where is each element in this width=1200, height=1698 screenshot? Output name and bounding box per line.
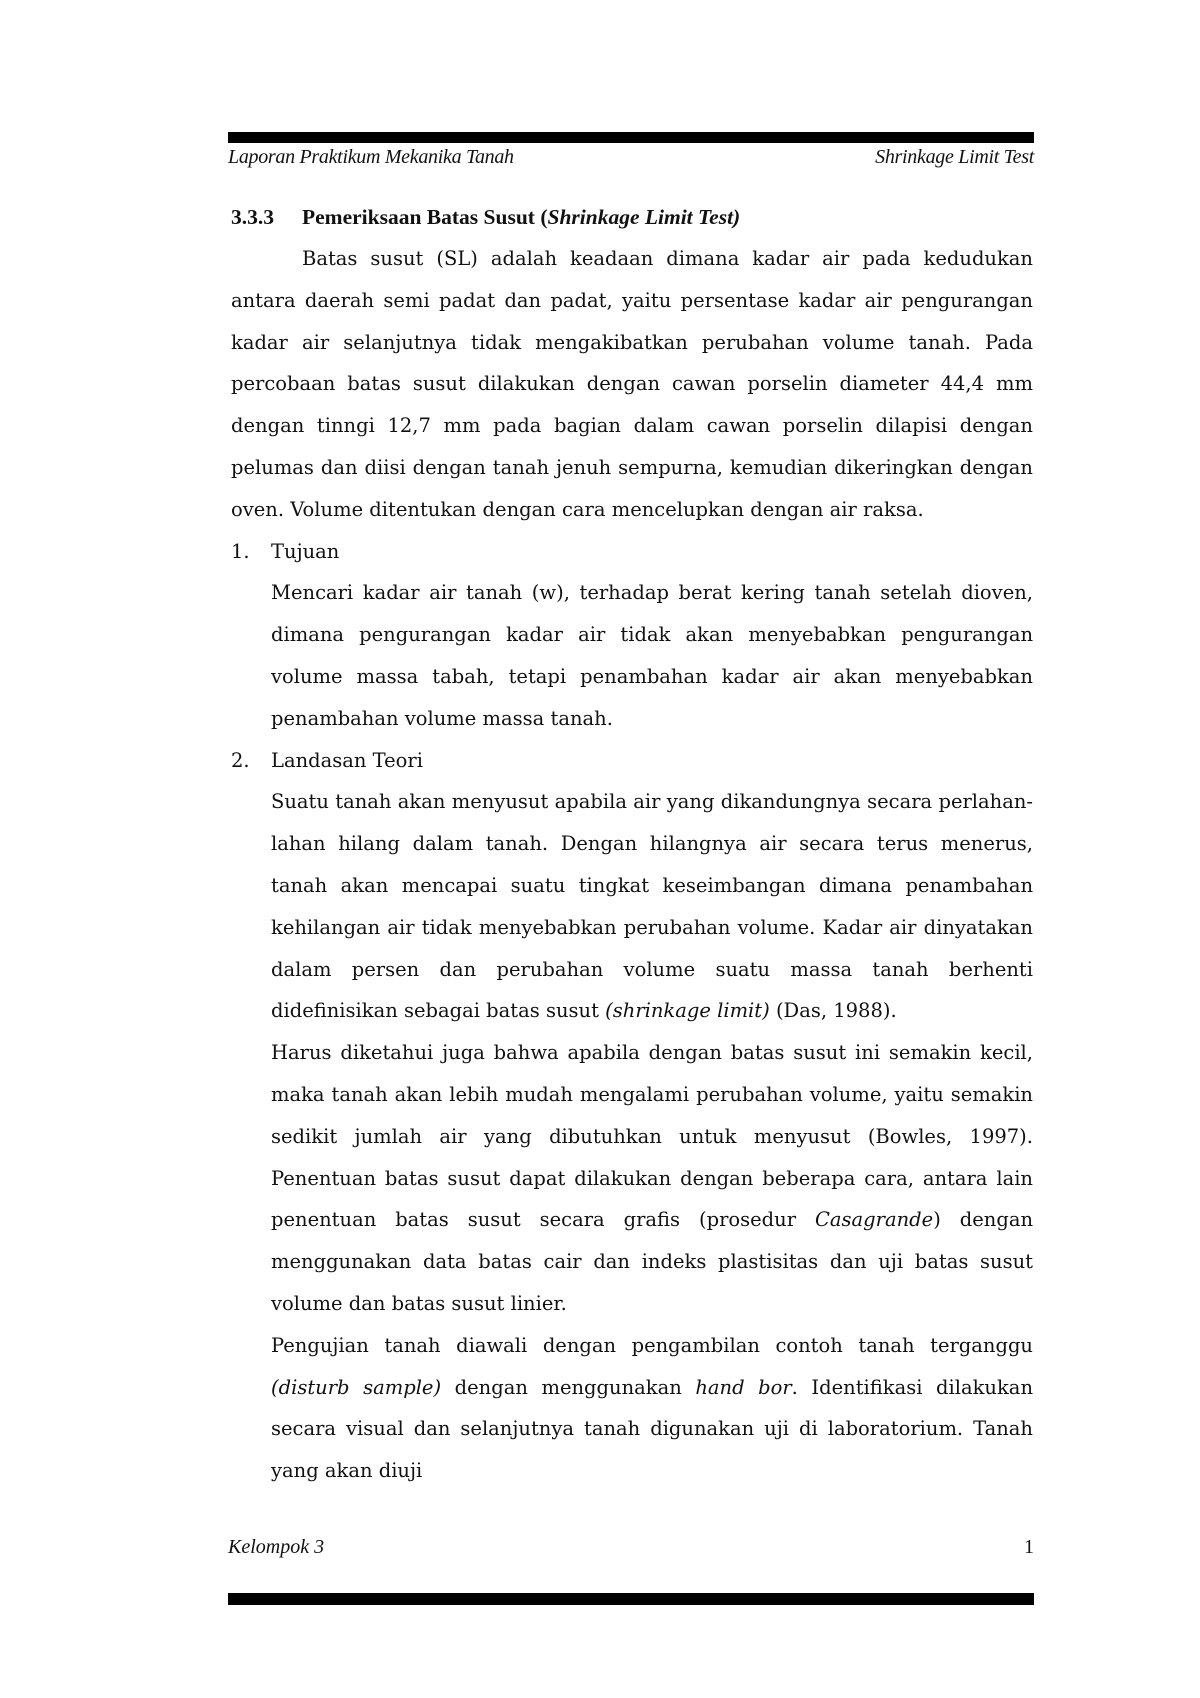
list-marker: 2.	[231, 748, 250, 772]
text-run: Pengujian tanah diawali dengan pengambilan contoh tanah terganggu	[271, 1333, 1033, 1357]
section-title-plain: Pemeriksaan Batas Susut (	[302, 205, 548, 229]
list-item-landasan-teori	[231, 740, 1033, 782]
tujuan-body	[271, 572, 1033, 739]
theory-paragraph-3	[271, 1325, 1033, 1492]
landasan-teori-body	[271, 781, 1033, 1492]
header-right-title: Shrinkage Limit Test	[875, 146, 1034, 168]
theory-paragraph-2	[271, 1032, 1033, 1325]
text-run: dengan menggunakan	[441, 1375, 696, 1399]
theory-paragraph-1	[271, 781, 1033, 1032]
italic-term: Casagrande	[815, 1208, 934, 1232]
italic-term: hand bor	[695, 1375, 792, 1399]
page-number: 1	[1024, 1536, 1034, 1558]
list-marker: 1.	[231, 539, 250, 563]
text-run: Harus diketahui juga bahwa apabila dengan batas susut ini semakin kecil, maka tanah akan lebih mudah mengalami perubahan volume, yaitu semakin sedikit jumlah air yang dibutuhkan untuk menyusut (Bowles, 1997). Penentuan batas susut dapat dilakukan dengan beberapa cara, antara lain penentuan batas susut secara grafis (prosedur	[271, 1041, 1033, 1232]
header-left-title: Laporan Praktikum Mekanika Tanah	[228, 146, 514, 168]
text-run: (Das, 1988).	[769, 999, 897, 1023]
text-run: . Identifikasi dilakukan secara visual dan selanjutnya tanah digunakan uji di laboratorium. Tanah yang akan diuji	[271, 1375, 1033, 1483]
section-number: 3.3.3	[231, 205, 274, 229]
list-item-tujuan	[231, 531, 1033, 573]
header-rule	[228, 132, 1034, 143]
page-footer	[228, 1536, 1034, 1564]
section-heading	[231, 196, 1033, 238]
footer-group: Kelompok 3	[228, 1536, 325, 1558]
italic-term: (disturb sample)	[271, 1375, 442, 1399]
page-content	[231, 196, 1033, 1492]
footer-rule	[228, 1593, 1034, 1605]
running-header	[228, 146, 1034, 172]
intro-paragraph: Batas susut (SL) adalah keadaan dimana kadar air pada kedudukan antara daerah semi padat dan padat, yaitu persentase kadar air pengurangan kadar air selanjutnya tidak mengakibatkan perubahan volume tanah. Pada percobaan batas susut dilakukan dengan cawan porselin diameter 44,4 mm dengan tinngi 12,7 mm pada bagian dalam cawan porselin dilapisi dengan pelumas dan diisi dengan tanah jenuh sempurna, kemudian dikeringkan dengan oven. Volume ditentukan dengan cara mencelupkan dengan air raksa.	[231, 247, 1033, 521]
list-heading: Tujuan	[271, 539, 340, 563]
tujuan-paragraph: Mencari kadar air tanah (w), terhadap berat kering tanah setelah dioven, dimana pengurangan kadar air tidak akan menyebabkan pengurangan volume massa tabah, tetapi penambahan kadar air akan menyebabkan penambahan volume massa tanah.	[271, 581, 1033, 730]
text-run: Suatu tanah akan menyusut apabila air yang dikandungnya secara perlahan-lahan hilang dalam tanah. Dengan hilangnya air secara terus menerus, tanah akan mencapai suatu tingkat keseimbangan dimana penambahan kehilangan air tidak menyebabkan perubahan volume. Kadar air dinyatakan dalam persen dan perubahan volume suatu massa tanah berhenti didefinisikan sebagai batas susut	[271, 790, 1033, 1023]
list-heading: Landasan Teori	[271, 748, 423, 772]
italic-term: (shrinkage limit)	[605, 999, 770, 1023]
section-title-italic: Shrinkage Limit Test)	[547, 205, 741, 229]
text-run: ) dengan menggunakan data batas cair dan indeks plastisitas dan uji batas susut volume dan batas susut linier.	[271, 1208, 1033, 1315]
